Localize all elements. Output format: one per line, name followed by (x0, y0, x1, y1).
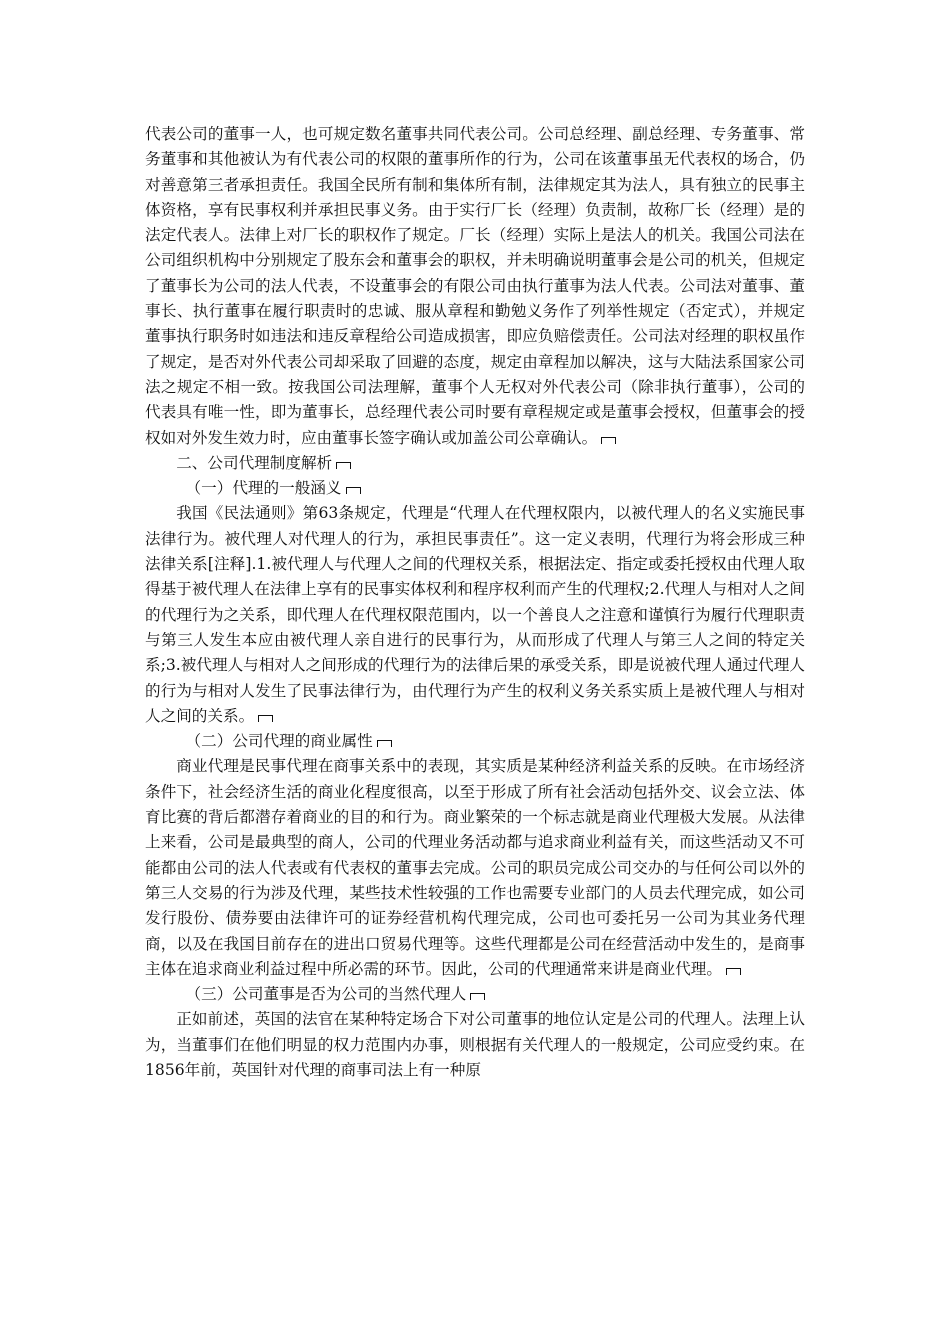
section-heading-text: 二、公司代理制度解析 (176, 453, 333, 472)
subsection-heading-text: （三）公司董事是否为公司的当然代理人 (185, 985, 467, 1004)
paragraph-end-mark-icon (601, 437, 616, 444)
section-heading (145, 451, 805, 476)
paragraph-text: 商业代理是民事代理在商事关系中的表现，其实质是某种经济利益关系的反映。在市场经济条件下，社会经济生活的商业化程度很高，以至于形成了所有社会活动包括外交、议会立法、体育比赛的背后都潜存着商业的目的和行为。商业繁荣的一个标志就是商业代理极大发展。从法律上来看，公司是最典型的商人，公司的代理业务活动都与追求商业利益有关，而这些活动又不可能都由公司的法人代表或有代表权的董事去完成。公司的职员完成公司交办的与任何公司以外的第三人交易的行为涉及代理，某些技术性较强的工作也需要专业部门的人员去代理完成，如公司发行股份、债券要由法律许可的证券经营机构代理完成，公司也可委托另一公司为其业务代理商，以及在我国目前存在的进出口贸易代理等。这些代理都是公司在经营活动中发生的，是商事主体在追求商业利益过程中所必需的环节。因此，公司的代理通常来讲是商业代理。 (145, 757, 805, 978)
document-page (145, 122, 805, 1083)
subsection-heading (145, 729, 805, 754)
subsection-heading (145, 982, 805, 1007)
paragraph-end-mark-icon (258, 715, 273, 722)
body-paragraph (145, 754, 805, 982)
subsection-heading (145, 476, 805, 501)
body-paragraph (145, 501, 805, 729)
paragraph-end-mark-icon (726, 968, 741, 975)
subsection-heading-text: （一）代理的一般涵义 (185, 479, 342, 498)
body-paragraph (145, 1007, 805, 1083)
paragraph-text: 我国《民法通则》第63条规定，代理是“代理人在代理权限内，以被代理人的名义实施民事法律行为。被代理人对代理人的行为，承担民事责任”。这一定义表明，代理行为将会形成三种法律关系[注释].1.被代理人与代理人之间的代理权关系，根据法定、指定或委托授权由代理人取得基于被代理人在法律上享有的民事实体权利和程序权利而产生的代理权;2.代理人与相对人之间的代理行为之关系，即代理人在代理权限范围内，以一个善良人之注意和谨慎行为履行代理职责与第三人发生本应由被代理人亲自进行的民事行为，从而形成了代理人与第三人之间的特定关系;3.被代理人与相对人之间形成的代理行为的法律后果的承受关系，即是说被代理人通过代理人的行为与相对人发生了民事法律行为，由代理行为产生的权利义务关系实质上是被代理人与相对人之间的关系。 (145, 504, 805, 725)
paragraph-text: 正如前述，英国的法官在某种特定场合下对公司董事的地位认定是公司的代理人。法理上认为，当董事们在他们明显的权力范围内办事，则根据有关代理人的一般规定，公司应受约束。在1856年前，英国针对代理的商事司法上有一种原 (145, 1010, 805, 1079)
paragraph-text: 代表公司的董事一人，也可规定数名董事共同代表公司。公司总经理、副总经理、专务董事、常务董事和其他被认为有代表公司的权限的董事所作的行为，公司在该董事虽无代表权的场合，仍对善意第三者承担责任。我国全民所有制和集体所有制，法律规定其为法人，具有独立的民事主体资格，享有民事权利并承担民事义务。由于实行厂长（经理）负责制，故称厂长（经理）是的法定代表人。法律上对厂长的职权作了规定。厂长（经理）实际上是法人的机关。我国公司法在公司组织机构中分别规定了股东会和董事会的职权，并未明确说明董事会是公司的机关，但规定了董事长为公司的法人代表，不设董事会的有限公司由执行董事为法人代表。公司法对董事、董事长、执行董事在履行职责时的忠诚、服从章程和勤勉义务作了列举性规定（否定式），并规定董事执行职务时如违法和违反章程给公司造成损害，即应负赔偿责任。公司法对经理的职权虽作了规定，是否对外代表公司却采取了回避的态度，规定由章程加以解决，这与大陆法系国家公司法之规定不相一致。按我国公司法理解，董事个人无权对外代表公司（除非执行董事），公司的代表具有唯一性，即为董事长，总经理代表公司时要有章程规定或是董事会授权，但董事会的授权如对外发生效力时，应由董事长签字确认或加盖公司公章确认。 (145, 125, 805, 447)
body-paragraph (145, 122, 805, 451)
paragraph-end-mark-icon (346, 487, 361, 494)
paragraph-end-mark-icon (470, 993, 485, 1000)
subsection-heading-text: （二）公司代理的商业属性 (185, 732, 373, 751)
paragraph-end-mark-icon (377, 740, 392, 747)
paragraph-end-mark-icon (336, 462, 351, 469)
